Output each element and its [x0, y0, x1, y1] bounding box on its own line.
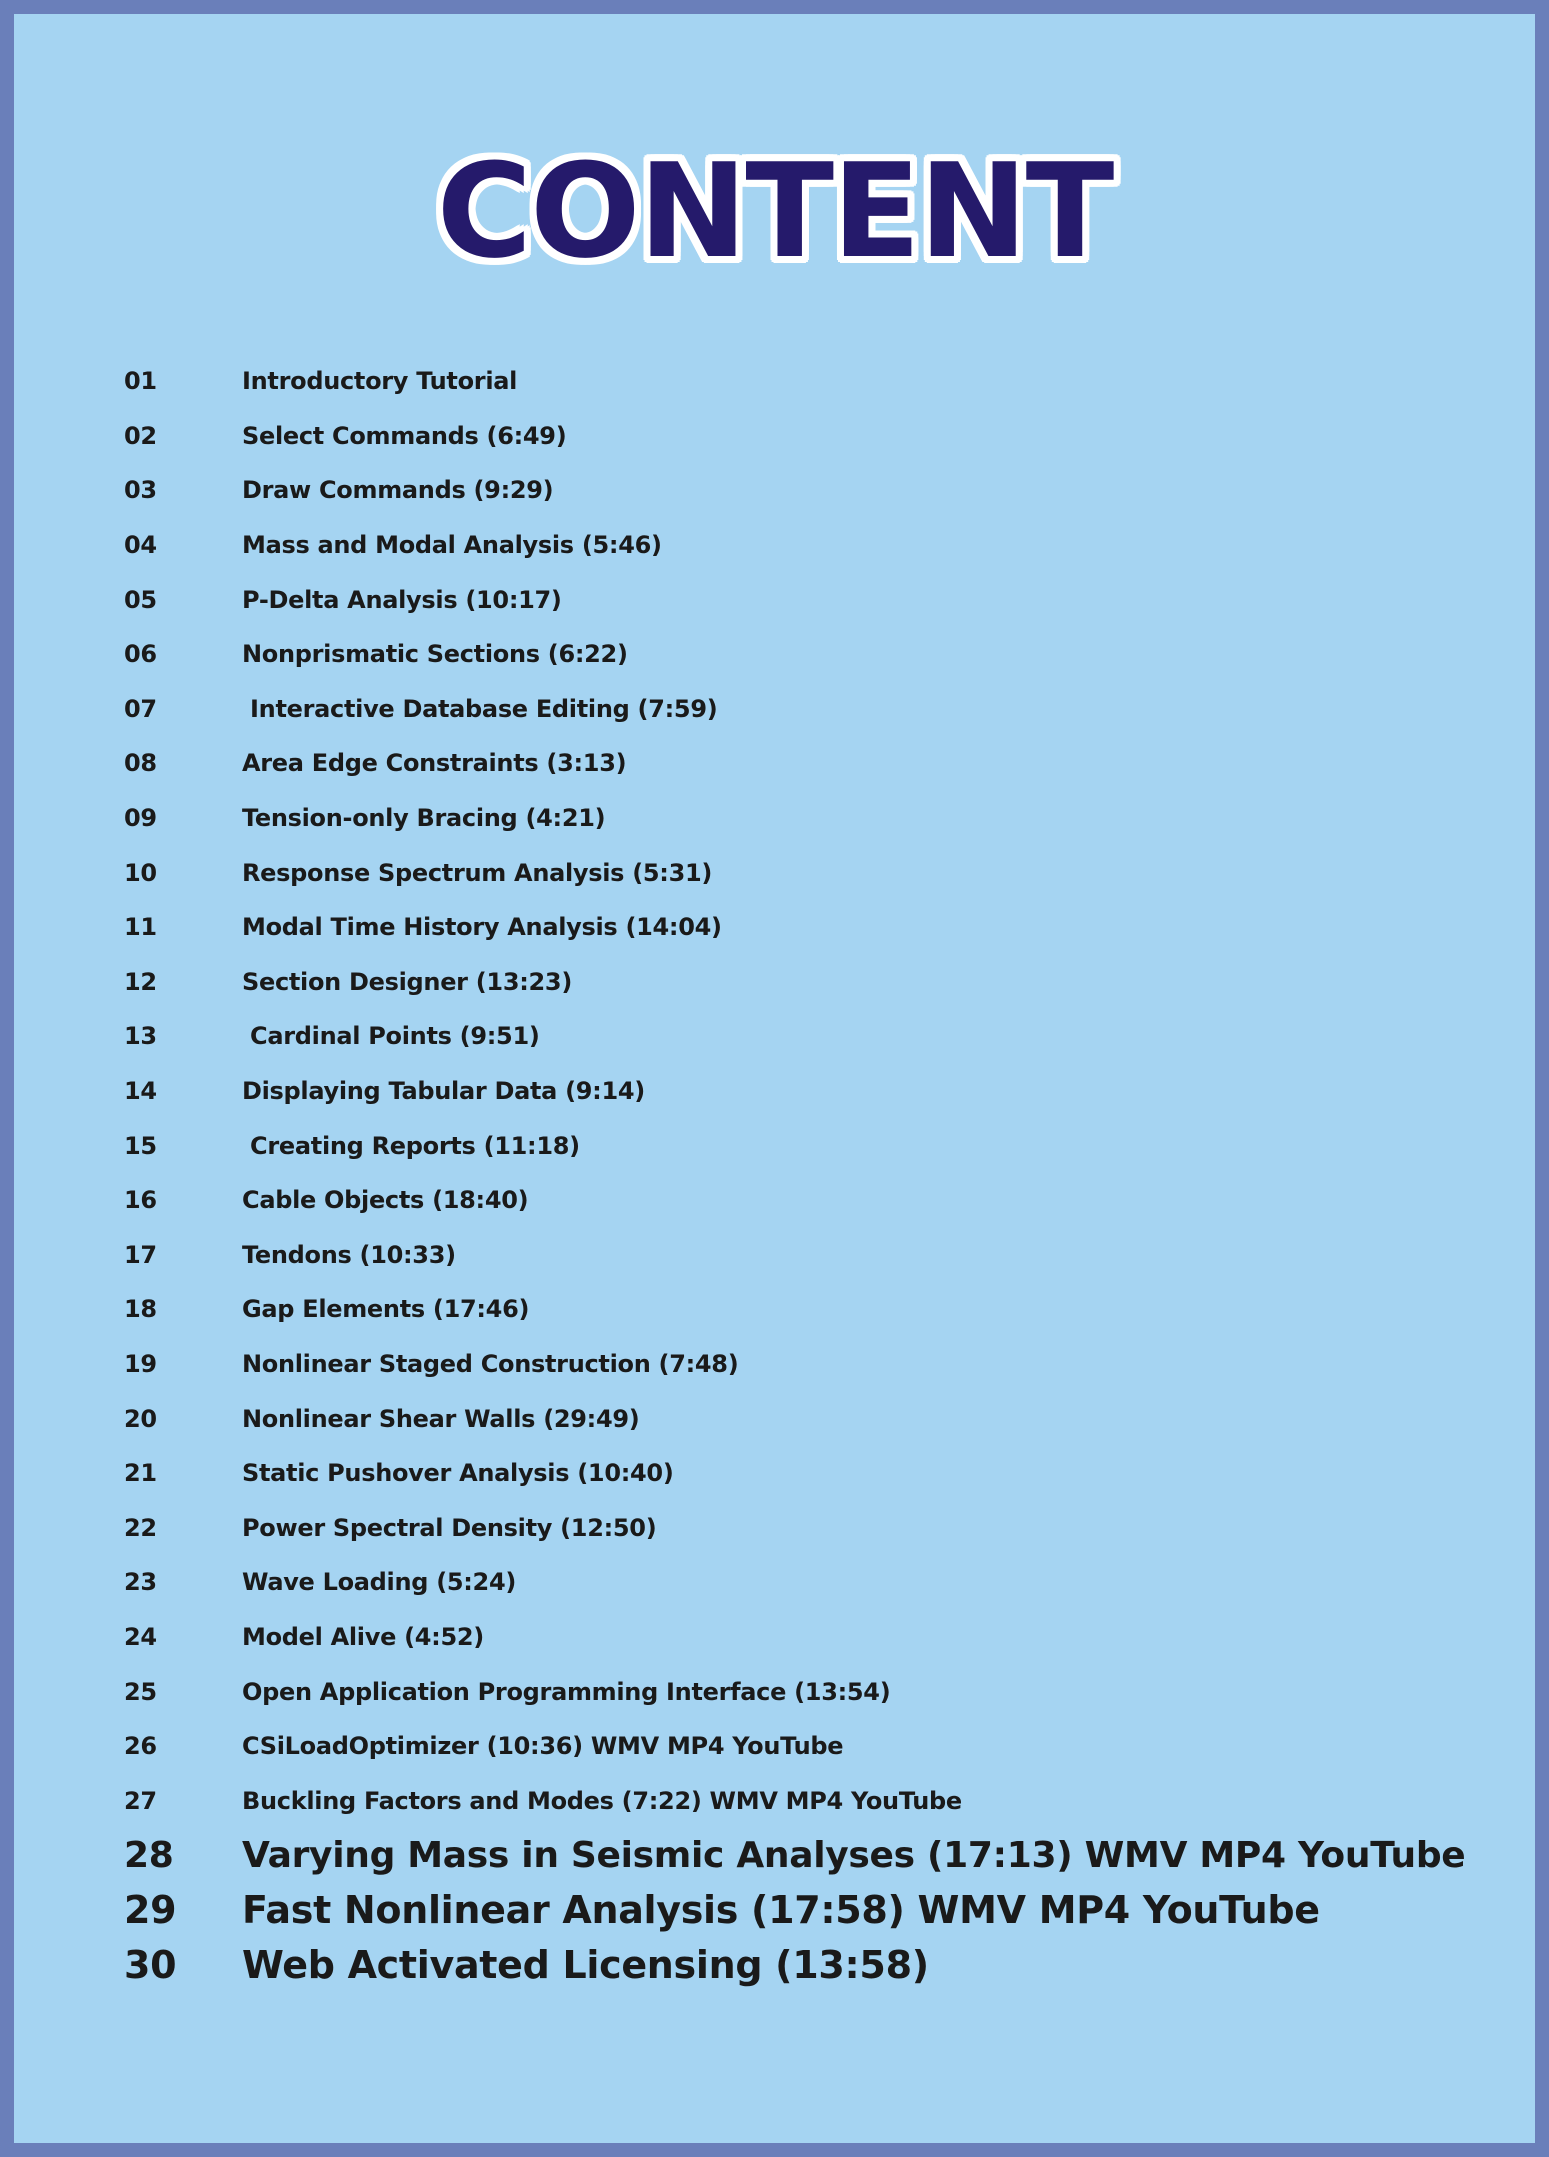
toc-item-title: P-Delta Analysis (10:17)	[242, 585, 562, 614]
toc-item-number: 08	[124, 749, 157, 778]
toc-item	[124, 1937, 1465, 1992]
toc-item-number: 22	[124, 1513, 157, 1542]
toc-item	[124, 627, 1465, 682]
toc-item-title: Nonlinear Shear Walls (29:49)	[242, 1404, 640, 1433]
toc-item-title: Open Application Programming Interface (13:54)	[242, 1677, 891, 1706]
toc-item	[124, 1064, 1465, 1119]
toc-item-title: Varying Mass in Seismic Analyses (17:13) WMV MP4 YouTube	[242, 1834, 1466, 1876]
toc-item-number: 28	[124, 1834, 174, 1876]
toc-item-number: 01	[124, 367, 157, 396]
toc-item-title: Area Edge Constraints (3:13)	[242, 749, 627, 778]
toc-item-number: 05	[124, 585, 157, 614]
toc-item-number: 25	[124, 1677, 157, 1706]
toc-item	[124, 463, 1465, 518]
toc-item-title: Cable Objects (18:40)	[242, 1186, 529, 1215]
toc-item-number: 26	[124, 1732, 157, 1761]
toc-item	[124, 1337, 1465, 1392]
toc-item-title: Introductory Tutorial	[242, 367, 518, 396]
toc-item-title: Section Designer (13:23)	[242, 967, 572, 996]
toc-item-title: Wave Loading (5:24)	[242, 1568, 517, 1597]
toc-item	[124, 1883, 1465, 1938]
toc-item	[124, 900, 1465, 955]
toc-item-number: 23	[124, 1568, 157, 1597]
toc-item-number: 12	[124, 967, 157, 996]
toc-item-title: Nonprismatic Sections (6:22)	[242, 640, 628, 669]
toc-item	[124, 1228, 1465, 1283]
toc-item-title: Interactive Database Editing (7:59)	[242, 694, 718, 723]
toc-item-number: 07	[124, 694, 157, 723]
toc-item	[124, 1009, 1465, 1064]
toc-item	[124, 1391, 1465, 1446]
toc-item-title: Nonlinear Staged Construction (7:48)	[242, 1349, 739, 1378]
toc-item	[124, 1773, 1465, 1828]
toc-item-title: CSiLoadOptimizer (10:36) WMV MP4 YouTube	[242, 1732, 844, 1761]
toc-item-number: 30	[124, 1942, 177, 1987]
toc-item-number: 09	[124, 804, 157, 833]
toc-item	[124, 845, 1465, 900]
toc-item-number: 16	[124, 1186, 157, 1215]
toc-item-number: 17	[124, 1240, 157, 1269]
page-title: CONTENT	[436, 135, 1113, 287]
toc-item-title: Response Spectrum Analysis (5:31)	[242, 858, 713, 887]
toc-item	[124, 1173, 1465, 1228]
toc-item-number: 21	[124, 1459, 157, 1488]
toc-item-title: Tendons (10:33)	[242, 1240, 456, 1269]
toc-item-number: 19	[124, 1349, 157, 1378]
toc-item-number: 10	[124, 858, 157, 887]
toc-item-title: Cardinal Points (9:51)	[242, 1022, 540, 1051]
toc-item-number: 06	[124, 640, 157, 669]
toc-item-title: Tension-only Bracing (4:21)	[242, 804, 606, 833]
toc-item	[124, 1610, 1465, 1665]
toc-item-title: Static Pushover Analysis (10:40)	[242, 1459, 674, 1488]
toc-item-number: 04	[124, 531, 157, 560]
toc-item-number: 24	[124, 1622, 157, 1651]
toc-item	[124, 518, 1465, 573]
toc-item-title: Web Activated Licensing (13:58)	[242, 1942, 929, 1987]
toc-item	[124, 1828, 1465, 1883]
toc-item	[124, 682, 1465, 737]
toc-item-number: 27	[124, 1786, 157, 1815]
toc-item	[124, 1664, 1465, 1719]
toc-item-number: 18	[124, 1295, 157, 1324]
toc-item	[124, 1118, 1465, 1173]
toc-item-title: Modal Time History Analysis (14:04)	[242, 913, 722, 942]
toc-item-number: 29	[124, 1887, 177, 1932]
toc-item-number: 20	[124, 1404, 157, 1433]
content-panel	[14, 14, 1535, 2143]
toc-item-title: Draw Commands (9:29)	[242, 476, 554, 505]
toc-item-title: Power Spectral Density (12:50)	[242, 1513, 657, 1542]
toc-item-number: 11	[124, 913, 157, 942]
toc-item-title: Fast Nonlinear Analysis (17:58) WMV MP4 YouTube	[242, 1887, 1320, 1932]
toc-item	[124, 1555, 1465, 1610]
toc-item	[124, 791, 1465, 846]
toc-item-number: 14	[124, 1077, 157, 1106]
toc-item	[124, 1500, 1465, 1555]
toc-item-title: Select Commands (6:49)	[242, 421, 567, 450]
toc-item-number: 03	[124, 476, 157, 505]
toc-item-number: 02	[124, 421, 157, 450]
toc-item-title: Displaying Tabular Data (9:14)	[242, 1077, 645, 1106]
toc-item-title: Gap Elements (17:46)	[242, 1295, 530, 1324]
toc-item-title: Model Alive (4:52)	[242, 1622, 484, 1651]
toc-item	[124, 1719, 1465, 1774]
toc-item	[124, 409, 1465, 464]
toc-item	[124, 736, 1465, 791]
toc-item-number: 13	[124, 1022, 157, 1051]
toc-item	[124, 572, 1465, 627]
toc-item	[124, 1446, 1465, 1501]
toc-item-title: Buckling Factors and Modes (7:22) WMV MP4 YouTube	[242, 1786, 962, 1815]
toc-item	[124, 955, 1465, 1010]
table-of-contents	[124, 354, 1465, 1992]
toc-item	[124, 354, 1465, 409]
toc-item	[124, 1282, 1465, 1337]
toc-item-number: 15	[124, 1131, 157, 1160]
toc-item-title: Creating Reports (11:18)	[242, 1131, 580, 1160]
toc-item-title: Mass and Modal Analysis (5:46)	[242, 531, 662, 560]
